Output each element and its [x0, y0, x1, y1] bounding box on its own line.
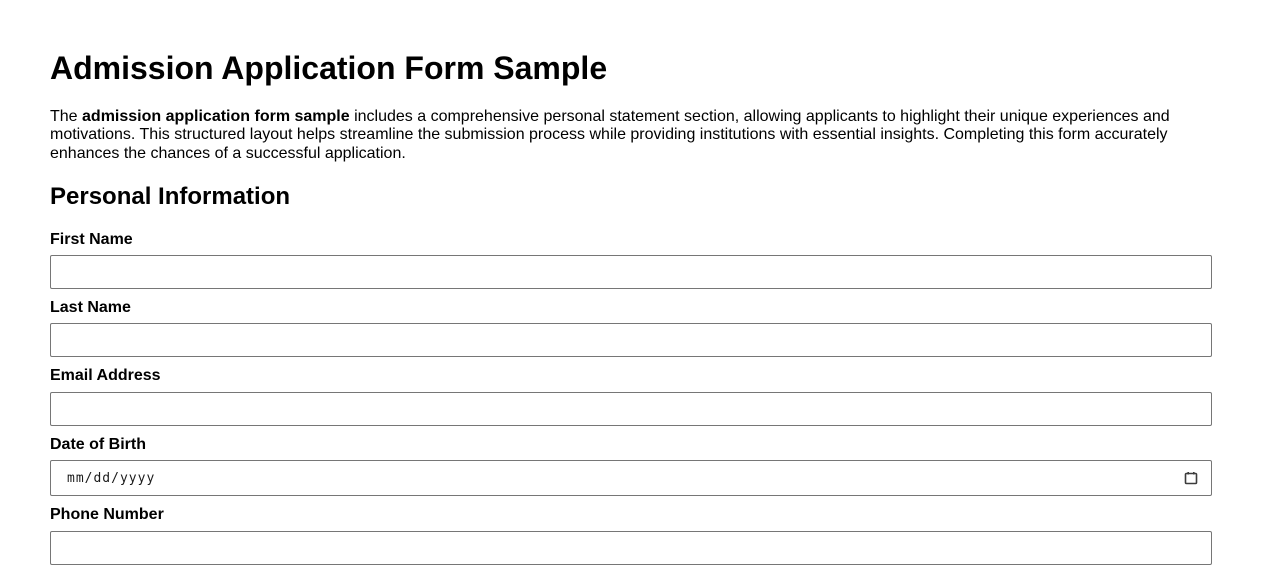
- last-name-label: Last Name: [50, 299, 131, 317]
- intro-rest: includes a comprehensive personal statement section, allowing applicants to highlight their unique experiences and motivations. This structured layout helps streamline the submission process while providing institutions with essential insights. Completing this form accurately enhances the chances of a successful application.: [50, 107, 1170, 162]
- first-name-label: First Name: [50, 230, 133, 248]
- last-name-input[interactable]: [50, 323, 1212, 357]
- email-address-label: Email Address: [50, 367, 161, 385]
- intro-bold-phrase: admission application form sample: [82, 107, 350, 125]
- field-last-name: [50, 299, 1212, 357]
- date-placeholder: mm/dd/yyyy: [67, 470, 156, 486]
- intro-paragraph: [50, 108, 1212, 163]
- field-first-name: [50, 231, 1212, 289]
- field-date-of-birth: [50, 436, 1212, 496]
- date-of-birth-label: Date of Birth: [50, 435, 146, 453]
- section-heading-personal-information: Personal Information: [50, 183, 291, 211]
- page-title: Admission Application Form Sample: [50, 50, 608, 86]
- date-of-birth-input[interactable]: [50, 460, 1212, 496]
- calendar-icon[interactable]: [1183, 470, 1199, 486]
- field-phone-number: [50, 506, 1212, 564]
- phone-number-input[interactable]: [50, 531, 1212, 565]
- intro-prefix: The: [50, 107, 83, 125]
- field-email-address: [50, 367, 1212, 425]
- phone-number-label: Phone Number: [50, 506, 164, 524]
- email-address-input[interactable]: [50, 392, 1212, 426]
- first-name-input[interactable]: [50, 255, 1212, 289]
